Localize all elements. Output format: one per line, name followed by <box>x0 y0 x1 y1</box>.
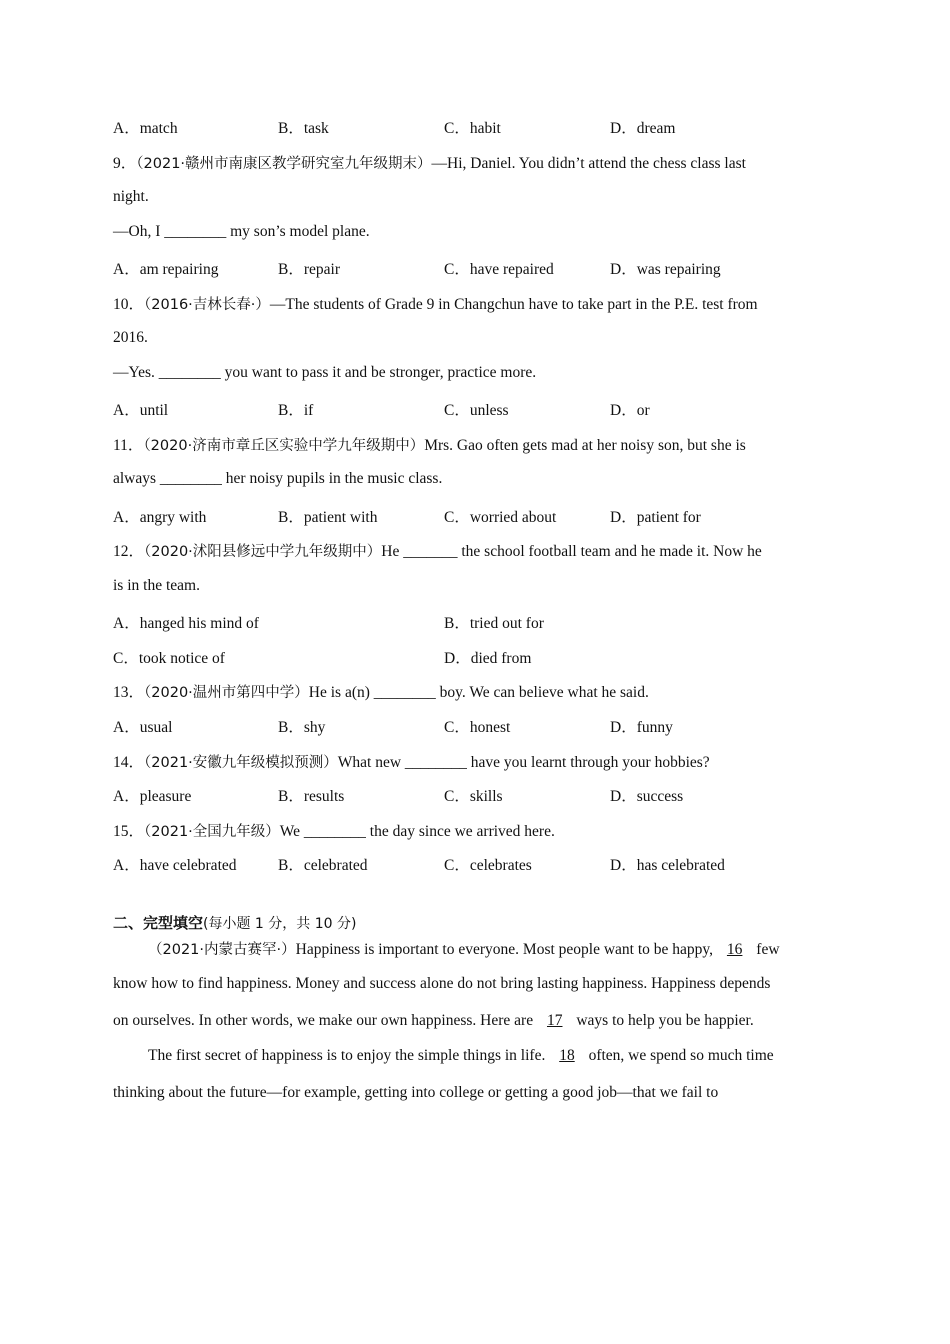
q12-stem-cont: is in the team. <box>113 577 200 594</box>
q10-option-b[interactable]: B．if <box>278 402 314 419</box>
q13-option-d[interactable]: D．funny <box>610 719 673 736</box>
passage-text: few <box>756 941 780 958</box>
q11-number: 11． <box>113 437 144 454</box>
section2-subtitle: (每小题 1 分，共 10 分) <box>203 916 357 932</box>
q14-option-a[interactable]: A．pleasure <box>113 788 192 805</box>
q9-stem <box>113 151 746 173</box>
q9-number: 9． <box>113 155 137 172</box>
q11-stem-cont: always ________ her noisy pupils in the music class. <box>113 470 443 487</box>
passage-source: （2021·内蒙古赛罕·） <box>148 942 296 958</box>
q13-text-1: He is a(n) ________ boy. We can believe what he said. <box>308 684 649 701</box>
q13-option-a[interactable]: A．usual <box>113 719 173 736</box>
q9-options <box>113 257 853 279</box>
q10-number: 10． <box>113 296 145 313</box>
q14-number: 14． <box>113 754 145 771</box>
q12-option-d[interactable]: D．died from <box>444 650 532 667</box>
passage-text: on ourselves. In other words, we make our own happiness. Here are <box>113 1012 534 1029</box>
q12-text-1: He _______ the school football team and he made it. Now he <box>381 543 762 560</box>
passage-p1-line1 <box>148 938 780 959</box>
q9-option-b[interactable]: B．repair <box>278 261 340 278</box>
q14-option-c[interactable]: C．skills <box>444 788 503 805</box>
q15-option-d[interactable]: D．has celebrated <box>610 857 725 874</box>
q8-option-d[interactable]: D．dream <box>610 120 676 137</box>
q11-option-b[interactable]: B．patient with <box>278 509 378 526</box>
q15-text-1: We ________ the day since we arrived here. <box>279 823 555 840</box>
q11-option-a[interactable]: A．angry with <box>113 509 207 526</box>
q13-option-b[interactable]: B．shy <box>278 719 326 736</box>
q12-source: （2020·沭阳县修远中学九年级期中） <box>144 544 382 560</box>
q11-text-1: Mrs. Gao often gets mad at her noisy son, but she is <box>424 437 746 454</box>
q14-option-b[interactable]: B．results <box>278 788 345 805</box>
q15-options <box>113 853 853 875</box>
passage-text: Happiness is important to everyone. Most people want to be happy, <box>295 941 714 958</box>
q11-source: （2020·济南市章丘区实验中学九年级期中） <box>143 438 425 454</box>
q12-stem <box>113 539 762 561</box>
q12-number: 12． <box>113 543 145 560</box>
q11-option-c[interactable]: C．worried about <box>444 509 557 526</box>
q8-option-c[interactable]: C．habit <box>444 120 501 137</box>
q10-reply: —Yes. ________ you want to pass it and be stronger, practice more. <box>113 364 537 381</box>
q9-reply: —Oh, I ________ my son’s model plane. <box>113 223 370 240</box>
q12-option-a[interactable]: A．hanged his mind of <box>113 615 259 632</box>
q9-stem-cont: night. <box>113 188 149 205</box>
blank-16[interactable]: 16 <box>726 941 743 958</box>
q10-source: （2016·吉林长春·） <box>144 297 270 313</box>
q8-option-b[interactable]: B．task <box>278 120 329 137</box>
q14-text-1: What new ________ have you learnt through your hobbies? <box>337 754 710 771</box>
passage-p1-line2: know how to find happiness. Money and success alone do not bring lasting happiness. Happiness depends <box>113 975 771 992</box>
q13-stem <box>113 680 649 702</box>
passage-text: ways to help you be happier. <box>576 1012 754 1029</box>
blank-18[interactable]: 18 <box>559 1047 575 1064</box>
q9-option-a[interactable]: A．am repairing <box>113 261 219 278</box>
q12-option-b[interactable]: B．tried out for <box>444 615 544 632</box>
section2-title: 二、完型填空 <box>113 914 204 932</box>
q13-options <box>113 715 853 737</box>
q14-options <box>113 784 853 806</box>
q15-number: 15． <box>113 823 145 840</box>
q15-stem <box>113 819 555 841</box>
q14-option-d[interactable]: D．success <box>610 788 684 805</box>
passage-p1-line3 <box>113 1012 754 1030</box>
q10-option-d[interactable]: D．or <box>610 402 650 419</box>
q10-text-1: —The students of Grade 9 in Changchun have to take part in the P.E. test from <box>269 296 758 313</box>
passage-p2-line2: thinking about the future—for example, getting into college or getting a good job—that we fail to <box>113 1084 719 1101</box>
q15-option-b[interactable]: B．celebrated <box>278 857 368 874</box>
q13-number: 13． <box>113 684 145 701</box>
passage-text: often, we spend so much time <box>588 1047 774 1064</box>
q10-option-c[interactable]: C．unless <box>444 402 509 419</box>
q10-options <box>113 398 853 420</box>
q15-source: （2021·全国九年级） <box>144 824 280 840</box>
q14-stem <box>113 750 710 772</box>
q13-option-c[interactable]: C．honest <box>444 719 511 736</box>
q14-source: （2021·安徽九年级模拟预测） <box>144 755 338 771</box>
q15-option-c[interactable]: C．celebrates <box>444 857 532 874</box>
q8-option-a[interactable]: A．match <box>113 120 178 137</box>
q8-options <box>113 116 853 138</box>
q11-option-d[interactable]: D．patient for <box>610 509 701 526</box>
q11-stem <box>113 433 746 455</box>
q9-option-d[interactable]: D．was repairing <box>610 261 721 278</box>
section2-heading <box>113 912 356 933</box>
q9-text-1: —Hi, Daniel. You didn’t attend the chess class last <box>431 155 746 172</box>
blank-17[interactable]: 17 <box>546 1012 563 1029</box>
q9-source: （2021·赣州市南康区教学研究室九年级期末） <box>136 156 432 172</box>
q13-source: （2020·温州市第四中学） <box>144 685 309 701</box>
passage-text: The first secret of happiness is to enjoy the simple things in life. <box>148 1047 546 1064</box>
q12-options-row2 <box>113 646 853 668</box>
q11-options <box>113 505 853 527</box>
q9-option-c[interactable]: C．have repaired <box>444 261 554 278</box>
passage-p2-line1 <box>148 1047 774 1065</box>
q10-stem-cont: 2016. <box>113 329 148 346</box>
q10-stem <box>113 292 758 314</box>
q15-option-a[interactable]: A．have celebrated <box>113 857 237 874</box>
q10-option-a[interactable]: A．until <box>113 402 169 419</box>
q12-options-row1 <box>113 611 853 633</box>
q12-option-c[interactable]: C．took notice of <box>113 650 225 667</box>
